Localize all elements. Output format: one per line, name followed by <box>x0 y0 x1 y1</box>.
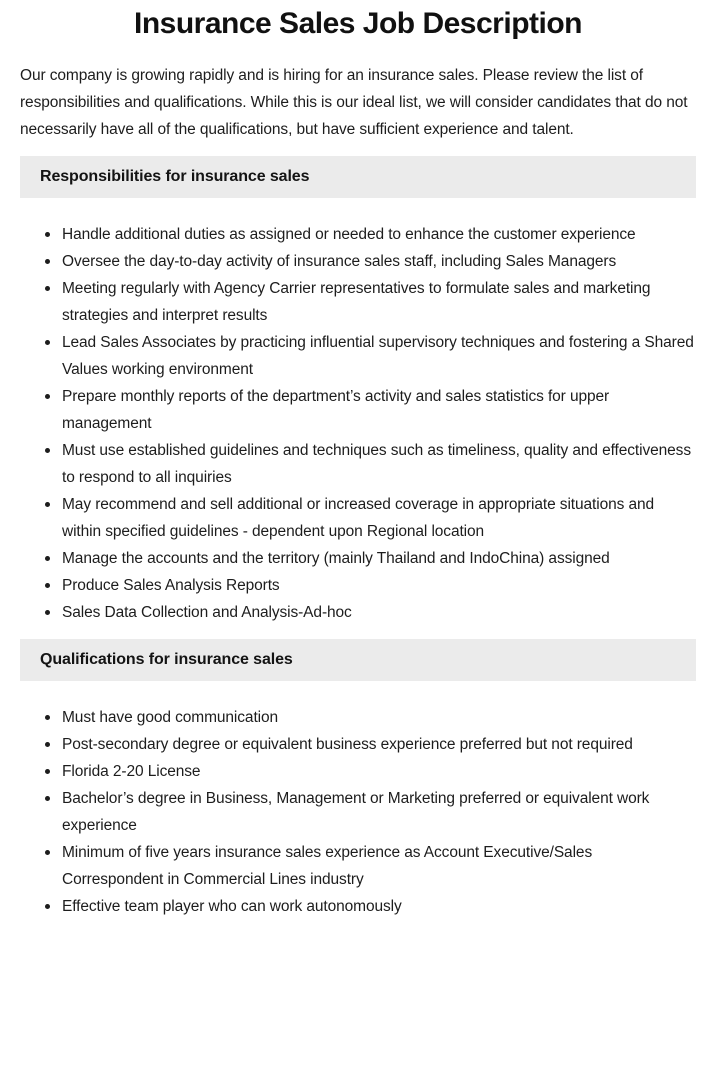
list-item-text: Sales Data Collection and Analysis-Ad-hoc <box>62 604 352 621</box>
bullet-icon <box>45 742 50 747</box>
section-qualifications <box>20 639 696 920</box>
list-item <box>62 599 696 626</box>
qualifications-heading: Qualifications for insurance sales <box>20 639 696 681</box>
list-item-text: Effective team player who can work autonomously <box>62 898 402 915</box>
bullet-icon <box>45 769 50 774</box>
list-item-text: Meeting regularly with Agency Carrier representatives to formulate sales and marketing strategies and interpret results <box>62 280 651 324</box>
responsibilities-heading: Responsibilities for insurance sales <box>20 156 696 198</box>
bullet-icon <box>45 850 50 855</box>
list-item <box>62 731 696 758</box>
bullet-icon <box>45 904 50 909</box>
list-item <box>62 221 696 248</box>
bullet-icon <box>45 556 50 561</box>
list-item <box>62 275 696 329</box>
list-item-text: Must use established guidelines and techniques such as timeliness, quality and effectiveness to respond to all inquiries <box>62 442 691 486</box>
list-item-text: Minimum of five years insurance sales experience as Account Executive/Sales Correspondent in Commercial Lines industry <box>62 844 593 888</box>
list-item <box>62 572 696 599</box>
bullet-icon <box>45 715 50 720</box>
list-item <box>62 545 696 572</box>
qualifications-list <box>20 704 696 920</box>
bullet-icon <box>45 232 50 237</box>
list-item <box>62 329 696 383</box>
list-item-text: Oversee the day-to-day activity of insurance sales staff, including Sales Managers <box>62 253 617 270</box>
list-item-text: Lead Sales Associates by practicing influential supervisory techniques and fostering a Shared Values working environment <box>62 334 694 378</box>
list-item-text: Florida 2-20 License <box>62 763 201 780</box>
job-description-page <box>0 6 720 920</box>
list-item <box>62 704 696 731</box>
list-item <box>62 758 696 785</box>
bullet-icon <box>45 259 50 264</box>
list-item-text: Handle additional duties as assigned or needed to enhance the customer experience <box>62 226 636 243</box>
intro-paragraph: Our company is growing rapidly and is hiring for an insurance sales. Please review the list of responsibilities and qualifications. While this is our ideal list, we will consider candidates that do not necessarily have all of the qualifications, but have sufficient experience and talent. <box>20 67 688 138</box>
list-item <box>62 248 696 275</box>
list-item-text: Produce Sales Analysis Reports <box>62 577 280 594</box>
bullet-icon <box>45 796 50 801</box>
list-item-text: Must have good communication <box>62 709 279 726</box>
list-item-text: Bachelor’s degree in Business, Management or Marketing preferred or equivalent work experience <box>62 790 650 834</box>
bullet-icon <box>45 502 50 507</box>
list-item-text: May recommend and sell additional or increased coverage in appropriate situations and within specified guidelines - dependent upon Regional location <box>62 496 655 540</box>
list-item <box>62 383 696 437</box>
list-item <box>62 893 696 920</box>
bullet-icon <box>45 340 50 345</box>
list-item-text: Manage the accounts and the territory (mainly Thailand and IndoChina) assigned <box>62 550 610 567</box>
list-item <box>62 839 696 893</box>
bullet-icon <box>45 610 50 615</box>
list-item <box>62 785 696 839</box>
bullet-icon <box>45 448 50 453</box>
bullet-icon <box>45 583 50 588</box>
list-item-text: Post-secondary degree or equivalent business experience preferred but not required <box>62 736 633 753</box>
section-responsibilities <box>20 156 696 626</box>
list-item-text: Prepare monthly reports of the department’s activity and sales statistics for upper management <box>62 388 610 432</box>
responsibilities-list <box>20 221 696 626</box>
page-title: Insurance Sales Job Description <box>134 7 582 40</box>
bullet-icon <box>45 394 50 399</box>
list-item <box>62 437 696 491</box>
bullet-icon <box>45 286 50 291</box>
list-item <box>62 491 696 545</box>
